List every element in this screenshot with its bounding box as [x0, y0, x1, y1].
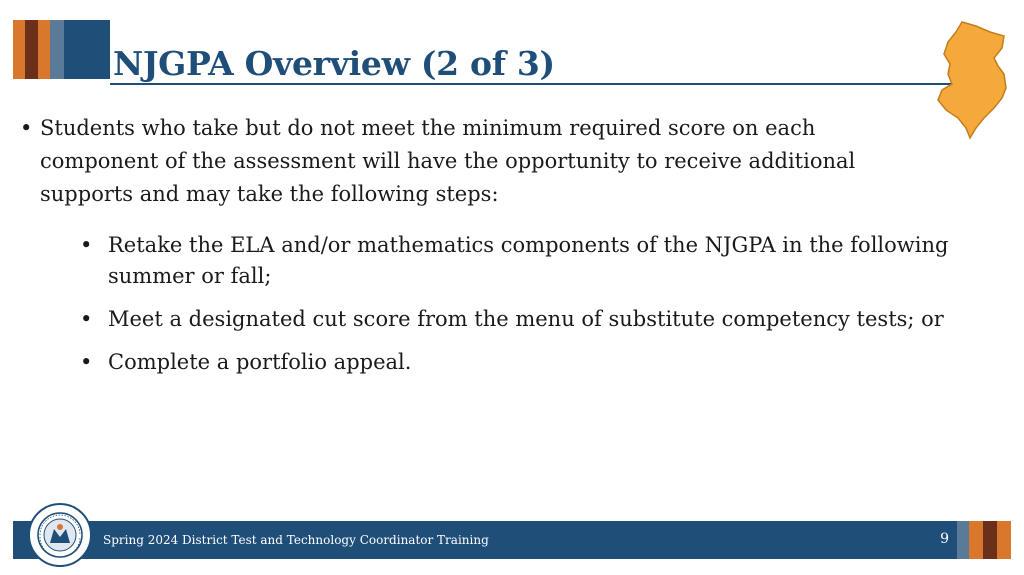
- page-number: 9: [940, 531, 949, 547]
- sub-bullet-text: Retake the ELA and/or mathematics components of the NJGPA in the following summer or fall;: [108, 233, 949, 288]
- header-accent-stripes: [13, 20, 110, 79]
- slide-title: NJGPA Overview (2 of 3): [113, 44, 555, 83]
- sub-bullet-text: Complete a portfolio appeal.: [108, 350, 412, 374]
- bullet-icon: •: [80, 350, 93, 374]
- main-bullet-text: Students who take but do not meet the minimum required score on each component of the assessment will have the opportunity to receive additional supports and may take the following steps:: [40, 116, 856, 206]
- sub-bullet-text: Meet a designated cut score from the menu of substitute competency tests; or: [108, 307, 944, 331]
- list-item: [80, 347, 960, 378]
- main-bullet-point: [20, 112, 920, 211]
- list-item: [80, 230, 960, 292]
- list-item: [80, 304, 960, 335]
- bullet-icon: •: [80, 233, 93, 257]
- bullet-icon: •: [20, 116, 33, 140]
- footer-bar: [13, 521, 957, 559]
- new-jersey-map-icon: [932, 18, 1012, 142]
- footer-accent-stripes: [957, 521, 1011, 559]
- bullet-icon: •: [80, 307, 93, 331]
- department-of-education-seal-icon: [28, 503, 92, 567]
- title-underline: [110, 83, 968, 85]
- footer-text: Spring 2024 District Test and Technology Coordinator Training: [103, 533, 489, 547]
- sub-bullet-list: [80, 230, 960, 390]
